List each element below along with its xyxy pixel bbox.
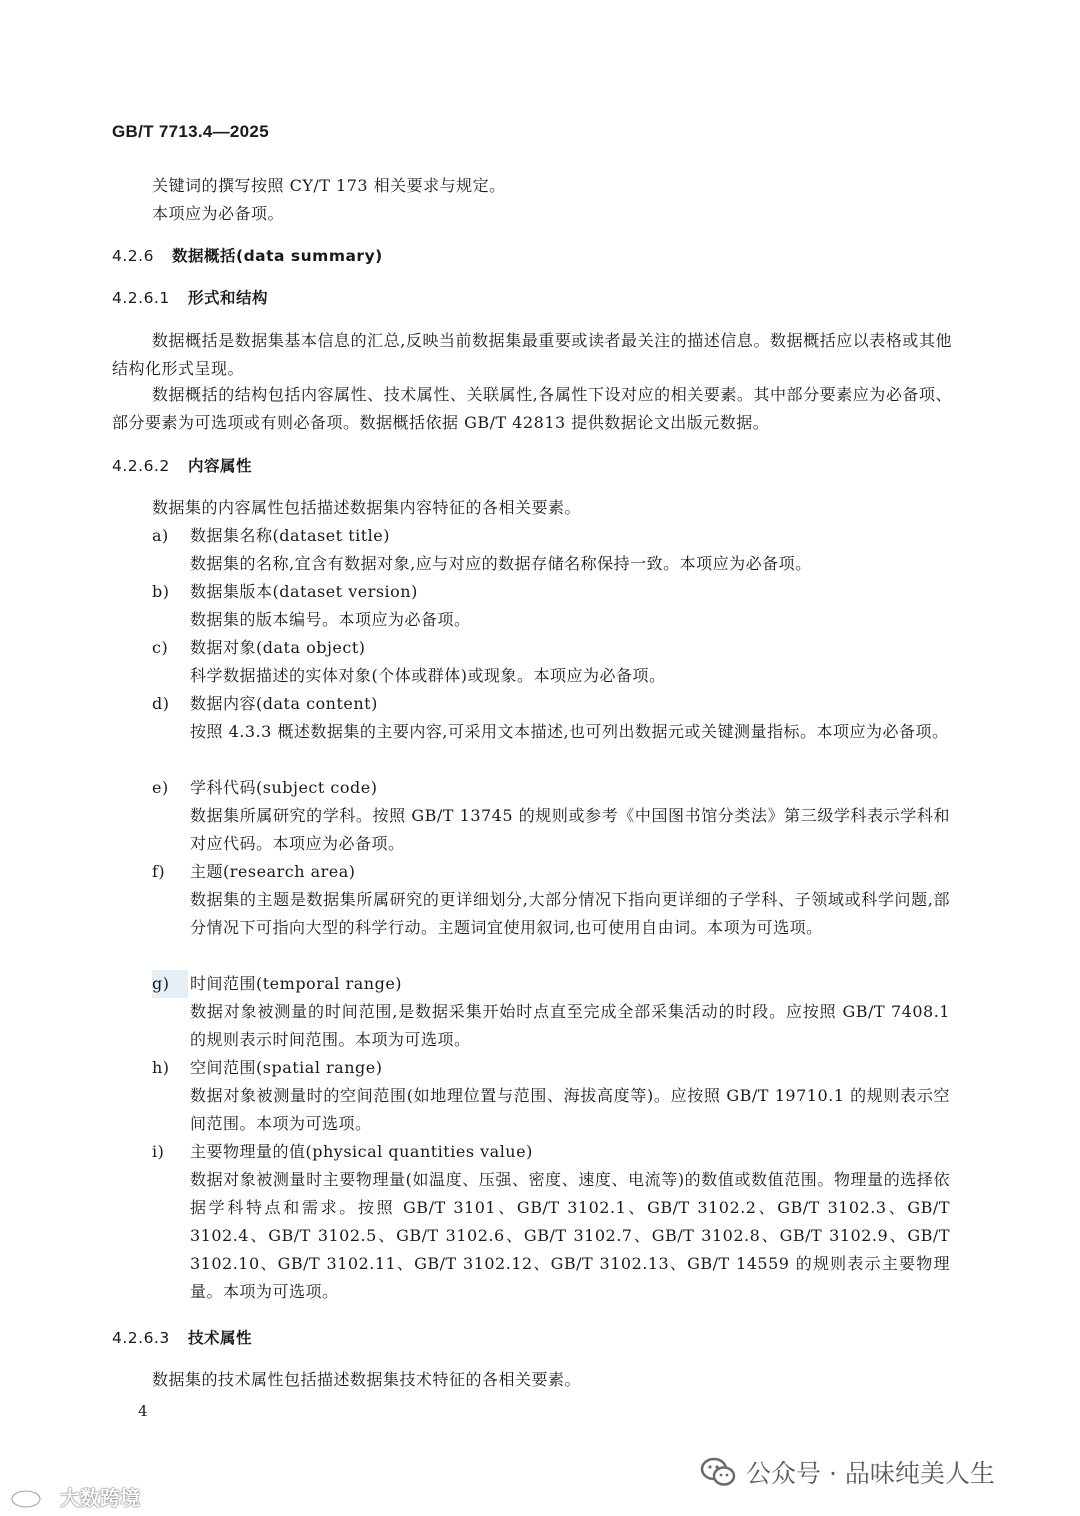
page-number: 4 <box>138 1402 148 1420</box>
item-description: 数据集的版本编号。本项应为必备项。 <box>190 610 471 629</box>
list-marker: i) <box>152 1142 165 1161</box>
list-marker: d) <box>152 694 170 713</box>
list-marker: b) <box>152 582 170 601</box>
heading-title: 形式和结构 <box>188 289 269 307</box>
heading-title: 技术属性 <box>188 1329 253 1347</box>
heading-number: 4.2.6 <box>112 247 154 265</box>
item-description: 数据集的主题是数据集所属研究的更详细划分,大部分情况下指向更详细的子学科、子领域或科学问题,部分情况下可指向大型的科学行动。主题词宜使用叙词,也可使用自由词。本项为可选项。 <box>190 890 950 937</box>
item-description: 数据集的名称,宜含有数据对象,应与对应的数据存储名称保持一致。本项应为必备项。 <box>190 554 812 573</box>
paragraph: 数据集的技术属性包括描述数据集技术特征的各相关要素。 <box>152 1370 582 1389</box>
list-marker: c) <box>152 638 169 657</box>
weibo-icon <box>8 1483 54 1509</box>
watermark-text: 大数跨境 <box>60 1485 140 1510</box>
list-item <box>152 1138 952 1306</box>
item-description: 科学数据描述的实体对象(个体或群体)或现象。本项应为必备项。 <box>190 666 666 685</box>
intro-line-2: 本项应为必备项。 <box>152 204 285 223</box>
item-title: 数据集版本(dataset version) <box>190 582 418 601</box>
list-item <box>152 690 952 774</box>
list-marker: e) <box>152 778 169 797</box>
item-title: 空间范围(spatial range) <box>190 1058 383 1077</box>
item-description: 数据对象被测量的时间范围,是数据采集开始时点直至完成全部采集活动的时段。应按照 GB/T 7408.1的规则表示时间范围。本项为可选项。 <box>190 1002 950 1049</box>
list-marker: a) <box>152 526 169 545</box>
heading-number: 4.2.6.1 <box>112 289 170 307</box>
list-item <box>152 522 952 578</box>
list-marker: h) <box>152 1058 170 1077</box>
heading-number: 4.2.6.2 <box>112 457 170 475</box>
watermark-wechat <box>700 1452 995 1492</box>
heading-title: 数据概括(data summary) <box>172 247 383 265</box>
list-item <box>152 774 952 858</box>
paragraph: 数据集的内容属性包括描述数据集内容特征的各相关要素。 <box>152 498 582 517</box>
list-item <box>152 1054 952 1138</box>
heading-4-2-6 <box>112 244 383 266</box>
standard-code: GB/T 7713.4—2025 <box>112 122 269 141</box>
heading-number: 4.2.6.3 <box>112 1329 170 1347</box>
paragraph: 数据概括是数据集基本信息的汇总,反映当前数据集最重要或读者最关注的描述信息。数据概括应以表格或其他结构化形式呈现。 <box>112 331 952 378</box>
paragraph: 数据概括的结构包括内容属性、技术属性、关联属性,各属性下设对应的相关要素。其中部分要素应为必备项、部分要素为可选项或有则必备项。数据概括依据 GB/T 42813 提供数据论文出版元数据。 <box>112 385 952 432</box>
wechat-icon <box>700 1457 736 1487</box>
item-description: 数据集所属研究的学科。按照 GB/T 13745 的规则或参考《中国图书馆分类法》第三级学科表示学科和对应代码。本项应为必备项。 <box>190 806 950 853</box>
item-title: 学科代码(subject code) <box>190 778 378 797</box>
item-description: 按照 4.3.3 概述数据集的主要内容,可采用文本描述,也可列出数据元或关键测量指标。本项应为必备项。 <box>190 722 949 741</box>
list-item <box>152 970 952 1054</box>
heading-title: 内容属性 <box>188 457 253 475</box>
item-title: 数据内容(data content) <box>190 694 378 713</box>
item-title: 数据集名称(dataset title) <box>190 526 390 545</box>
item-title: 主题(research area) <box>190 862 356 881</box>
item-title: 时间范围(temporal range) <box>190 974 403 993</box>
item-description: 数据对象被测量时主要物理量(如温度、压强、密度、速度、电流等)的数值或数值范围。物理量的选择依据学科特点和需求。按照 GB/T 3101、GB/T 3102.1、GB/T 3102.2、GB/T 3102.3、GB/T 3102.4、GB/T 3102.5、GB/T 3102.6、GB/T 3102.7、GB/T 3102.8、GB/T 3102.9、GB/T 3102.10、GB/T 3102.11、GB/T 3102.12、GB/T 3102.13、GB/T 14559 的规则表示主要物理量。本项为可选项。 <box>190 1170 950 1301</box>
list-item <box>152 634 952 690</box>
list-marker: f) <box>152 862 166 881</box>
watermark-weibo <box>8 1482 140 1510</box>
heading-4-2-6-1 <box>112 286 268 308</box>
list-item <box>152 578 952 634</box>
list-marker: g) <box>152 970 188 998</box>
item-title: 数据对象(data object) <box>190 638 366 657</box>
intro-line-1: 关键词的撰写按照 CY/T 173 相关要求与规定。 <box>152 176 506 195</box>
item-description: 数据对象被测量时的空间范围(如地理位置与范围、海拔高度等)。应按照 GB/T 19710.1 的规则表示空间范围。本项为可选项。 <box>190 1086 950 1133</box>
watermark-text: 公众号 · 品味纯美人生 <box>746 1459 995 1488</box>
heading-4-2-6-2 <box>112 454 252 476</box>
heading-4-2-6-3 <box>112 1326 252 1348</box>
list-item <box>152 858 952 970</box>
item-title: 主要物理量的值(physical quantities value) <box>190 1142 533 1161</box>
